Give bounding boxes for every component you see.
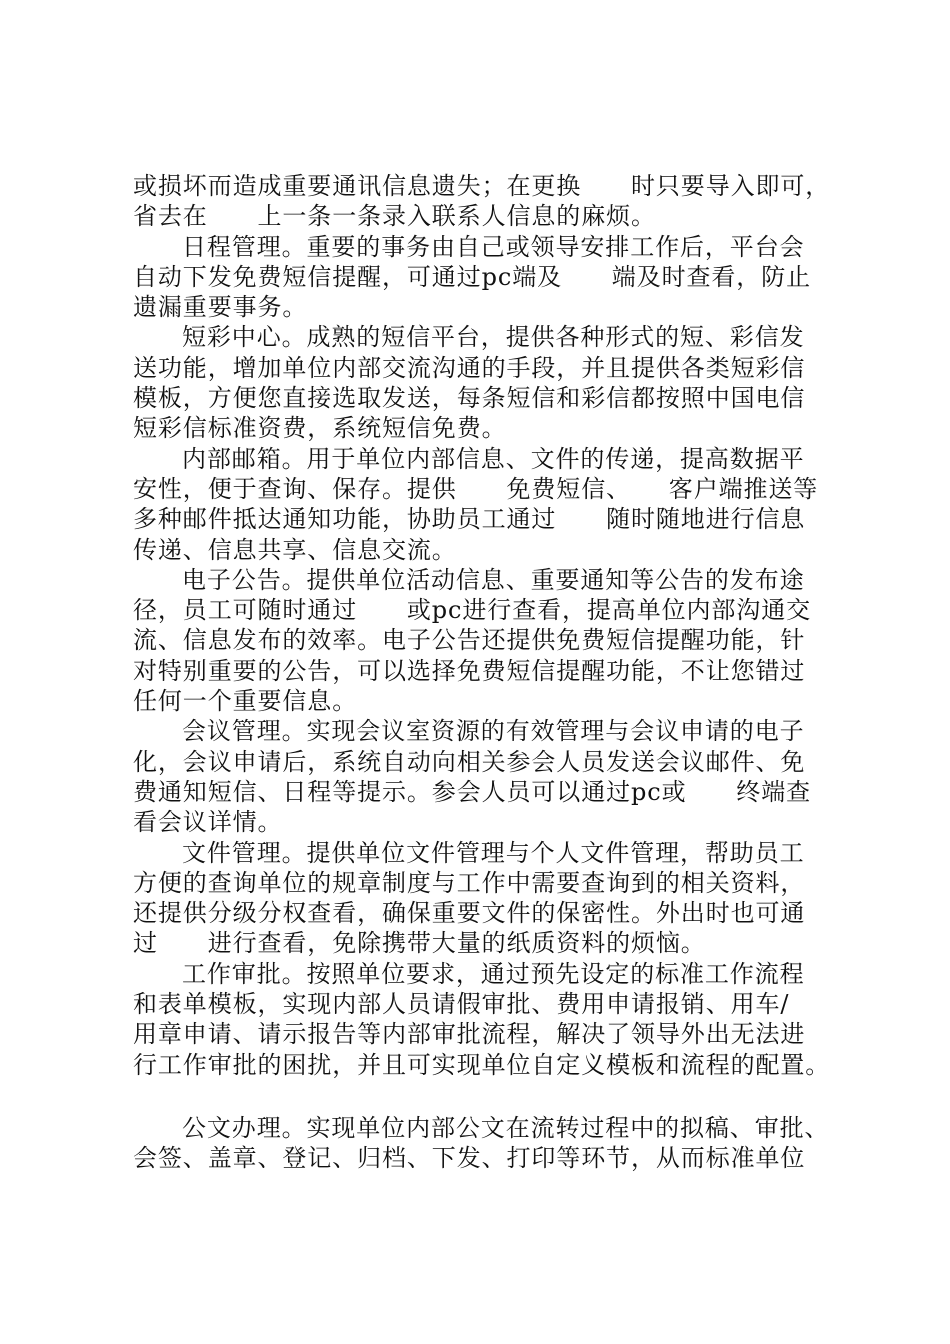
text-line: 会议管理。实现会议室资源的有效管理与会议申请的电子 xyxy=(182,717,805,746)
text-line: 流、信息发布的效率。电子公告还提供免费短信提醒功能，针 xyxy=(133,626,806,655)
text-line: 电子公告。提供单位活动信息、重要通知等公告的发布途 xyxy=(182,565,805,594)
text-line: 还提供分级分权查看，确保重要文件的保密性。外出时也可通 xyxy=(133,899,806,928)
paragraph-official-document-processing xyxy=(133,1113,833,1174)
text-line: 和表单模板，实现内部人员请假审批、费用申请报销、用车/ xyxy=(133,990,790,1019)
text-line: 用章申请、请示报告等内部审批流程，解决了领导外出无法进 xyxy=(133,1020,806,1049)
text-line: 安性，便于查询、保存。提供 免费短信、 客户端推送等 xyxy=(133,474,819,503)
text-line: 会签、盖章、登记、归档、下发、打印等环节，从而标准单位 xyxy=(133,1144,806,1173)
text-line: 多种邮件抵达通知功能，协助员工通过 随时随地进行信息 xyxy=(133,505,806,534)
text-line: 径，员工可随时通过 或pc进行查看，提高单位内部沟通交 xyxy=(133,596,812,625)
text-line: 自动下发免费短信提醒，可通过pc端及 端及时查看，防止 xyxy=(133,262,812,291)
text-line: 过 进行查看，免除携带大量的纸质资料的烦恼。 xyxy=(133,929,706,958)
paragraph-work-approval xyxy=(133,959,833,1080)
text-line: 工作审批。按照单位要求，通过预先设定的标准工作流程 xyxy=(182,959,805,988)
text-line: 传递、信息共享、信息交流。 xyxy=(133,535,457,564)
text-line: 公文办理。实现单位内部公文在流转过程中的拟稿、审批、 xyxy=(182,1113,830,1142)
paragraph-spacer xyxy=(133,1080,833,1113)
paragraph-meeting-management xyxy=(133,716,833,837)
document-body xyxy=(133,171,833,1174)
text-line: 对特别重要的公告，可以选择免费短信提醒功能，不让您错过 xyxy=(133,656,806,685)
text-line: 省去在 上一条一条录入联系人信息的麻烦。 xyxy=(133,202,656,231)
text-line: 看会议详情。 xyxy=(133,808,283,837)
text-line: 任何一个重要信息。 xyxy=(133,687,358,716)
text-line: 遗漏重要事务。 xyxy=(133,293,308,322)
text-line: 费通知短信、日程等提示。参会人员可以通过pc或 终端查 xyxy=(133,777,812,806)
text-line: 行工作审批的困扰，并且可实现单位自定义模板和流程的配置。 xyxy=(133,1050,831,1079)
text-line: 或损坏而造成重要通讯信息遗失；在更换 时只要导入即可， xyxy=(133,172,831,200)
text-line: 化，会议申请后，系统自动向相关参会人员发送会议邮件、免 xyxy=(133,747,806,776)
text-line: 送功能，增加单位内部交流沟通的手段，并且提供各类短彩信 xyxy=(133,353,806,382)
paragraph-internal-mailbox xyxy=(133,444,833,565)
text-line: 内部邮箱。用于单位内部信息、文件的传递，提高数据平 xyxy=(182,444,805,473)
paragraph-intro-continuation xyxy=(133,171,833,232)
text-line: 模板，方便您直接选取发送，每条短信和彩信都按照中国电信 xyxy=(133,384,806,413)
text-line: 日程管理。重要的事务由自己或领导安排工作后，平台会 xyxy=(182,232,805,261)
paragraph-sms-mms-center xyxy=(133,322,833,443)
text-line: 文件管理。提供单位文件管理与个人文件管理，帮助员工 xyxy=(182,838,805,867)
text-line: 短彩信标准资费，系统短信免费。 xyxy=(133,414,507,443)
paragraph-schedule-management xyxy=(133,232,833,323)
paragraph-file-management xyxy=(133,838,833,959)
text-line: 短彩中心。成熟的短信平台，提供各种形式的短、彩信发 xyxy=(182,323,805,352)
text-line: 方便的查询单位的规章制度与工作中需要查询到的相关资料， xyxy=(133,868,806,897)
paragraph-electronic-bulletin xyxy=(133,565,833,716)
